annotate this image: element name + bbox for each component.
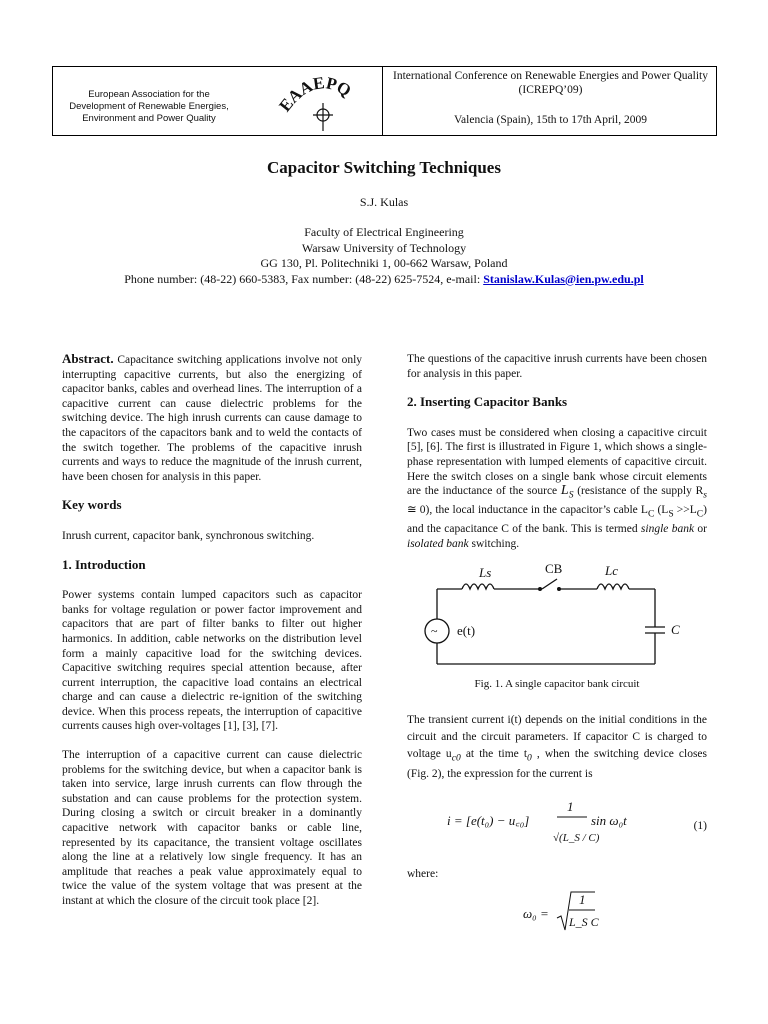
conference-name: International Conference on Renewable Energies and Power Quality (ICREPQ’09) (393, 70, 708, 96)
intro-paragraph-1: Power systems contain lumped capacitors such as capacitor banks for voltage regulation or power factor improvement and capacitors that are part of filter banks to filter out higher harmonics. In addition, cable networks on the distribution level form a mainly capacitive load for the switching devices. Capacitive switching requires special attention because, after current interruption, the capacitive load contains an electrical charge and can cause a dielectric re-ignition of the switching device. When this process repeats, the interruption of capacitive currents causes high over-voltages [1], [3], [7]. (62, 589, 362, 733)
contact-line: Phone number: (48-22) 660-5383, Fax number: (48-22) 625-7524, e-mail: Stanislaw.Kulas@ien.pw.edu.pl (124, 271, 644, 286)
svg-text:√(L_S / C): √(L_S / C) (553, 832, 600, 845)
where-label: where: (407, 868, 439, 881)
keywords: Inrush current, capacitor bank, synchronous switching. (62, 529, 315, 542)
c-label: C (671, 622, 680, 638)
paper-title: Capacitor Switching Techniques (267, 158, 501, 177)
left-column (62, 352, 362, 923)
keywords-heading: Key words (62, 497, 122, 513)
right-paragraph-1: The questions of the capacitive inrush currents have been chosen for analysis in this paper. (407, 353, 707, 380)
eaaepq-logo (265, 73, 375, 133)
ls-label: Ls (479, 565, 492, 581)
source-label: e(t) (457, 623, 476, 639)
paper-author: S.J. Kulas (359, 195, 409, 209)
conference-info (383, 67, 718, 135)
equation-1 (407, 797, 707, 867)
intro-paragraph-2: The interruption of a capacitive current can cause dielectric problems for the switching device, but when a capacitor bank is taken into service, large inrush currents can flow through the substation and can cause problems for the protection system. During closing a switch or circuit breaker in a dominantly capacitive network with capacitor banks or cable line, represented by its capacitance, the transient voltage oscillates along the line at a relatively low single frequency. It has an amplitude that reaches a peak value approximately equal to twice the value of the system voltage that was present at the instant at which the closure of the circuit took place [2]. (62, 749, 362, 907)
lc-inductor (597, 584, 629, 589)
equation-2-graphic (407, 888, 707, 938)
svg-text:L_S C: L_S C (569, 914, 599, 929)
abstract: Abstract. Capacitance switching applications involve not only interrupting capacitive currents, but also the energizing of capacitor banks, cables and overhead lines. The interruption of a capacitive current can cause dielectric problems for the switching device. The high inrush currents can cause damage to the capacitors of the capacitors bank and to weld the contacts of the switch together. The problems of the capacitive inrush currents and ways to reduce the magnitude of the inrush current, have been chosen for analysis in this paper. (62, 351, 363, 483)
figure-caption: Fig. 1. A single capacitor bank circuit (474, 678, 640, 691)
association-panel (53, 67, 383, 135)
affiliation: Faculty of Electrical Engineering Warsaw University of Technology GG 130, Pl. Politechniki 1, 00-662 Warsaw, Poland Phone number: (48-22) 660-5383, Fax number: (48-22) 625-7524, e-mail: Stanislaw.Kulas@ien.pw.edu.pl (0, 225, 768, 287)
transient-paragraph: The transient current i(t) depends on the initial conditions in the circuit and the circuit parameters. If capacitor C is charged to voltage $u_{c0}$ at the time $t_0$ , when the switching device closes (Fig. 2), the expression for the current is (407, 713, 707, 781)
lc-label: Lc (605, 563, 618, 579)
svg-text:sin ω₀t: sin ω₀t (591, 813, 627, 829)
section2-heading: 2. Inserting Capacitor Banks (407, 394, 568, 410)
equation-1-number: (1) (693, 820, 707, 833)
email-link[interactable]: Stanislaw.Kulas@ien.pw.edu.pl (483, 271, 644, 286)
svg-text:EAAEPQ: EAAEPQ (275, 73, 355, 116)
equation-2 (407, 888, 707, 938)
svg-text:i = [e(t₀) − u꜀₀]: i = [e(t₀) − u꜀₀] (447, 813, 530, 829)
conference-dates: Valencia (Spain), 15th to 17th April, 2009 (454, 114, 647, 126)
association-name: European Association for the Development of Renewable Energies, Environment and Power Quality (69, 89, 229, 124)
svg-text:ω₀ =: ω₀ = (523, 905, 549, 921)
svg-text:1: 1 (567, 799, 574, 815)
cb-switch (542, 579, 557, 589)
intro-heading: 1. Introduction (62, 556, 146, 572)
right-column (407, 352, 707, 938)
ls-inductor (462, 584, 494, 589)
section2-paragraph: Two cases must be considered when closing a capacitive circuit [5], [6]. The first is illustrated in Figure 1, which shows a single-phase representation with lumped elements of capacitive circuit. Here the switch closes on a single bank whose circuit elements are the inductance of the source $L_S$ (resistance of the supply $R_s$ ≅ 0), the local inductance in the capacitor’s cable $L_C$ $(L_S >>L_C)$ and the capacitance C of the bank. This is termed single bank or isolated bank switching. (407, 426, 708, 550)
svg-text:1: 1 (579, 891, 586, 907)
conference-header (52, 66, 717, 136)
circuit-diagram (407, 559, 707, 677)
cb-label: CB (545, 561, 563, 577)
equation-1-graphic (407, 797, 707, 867)
source-symbol: ~ (431, 624, 438, 639)
